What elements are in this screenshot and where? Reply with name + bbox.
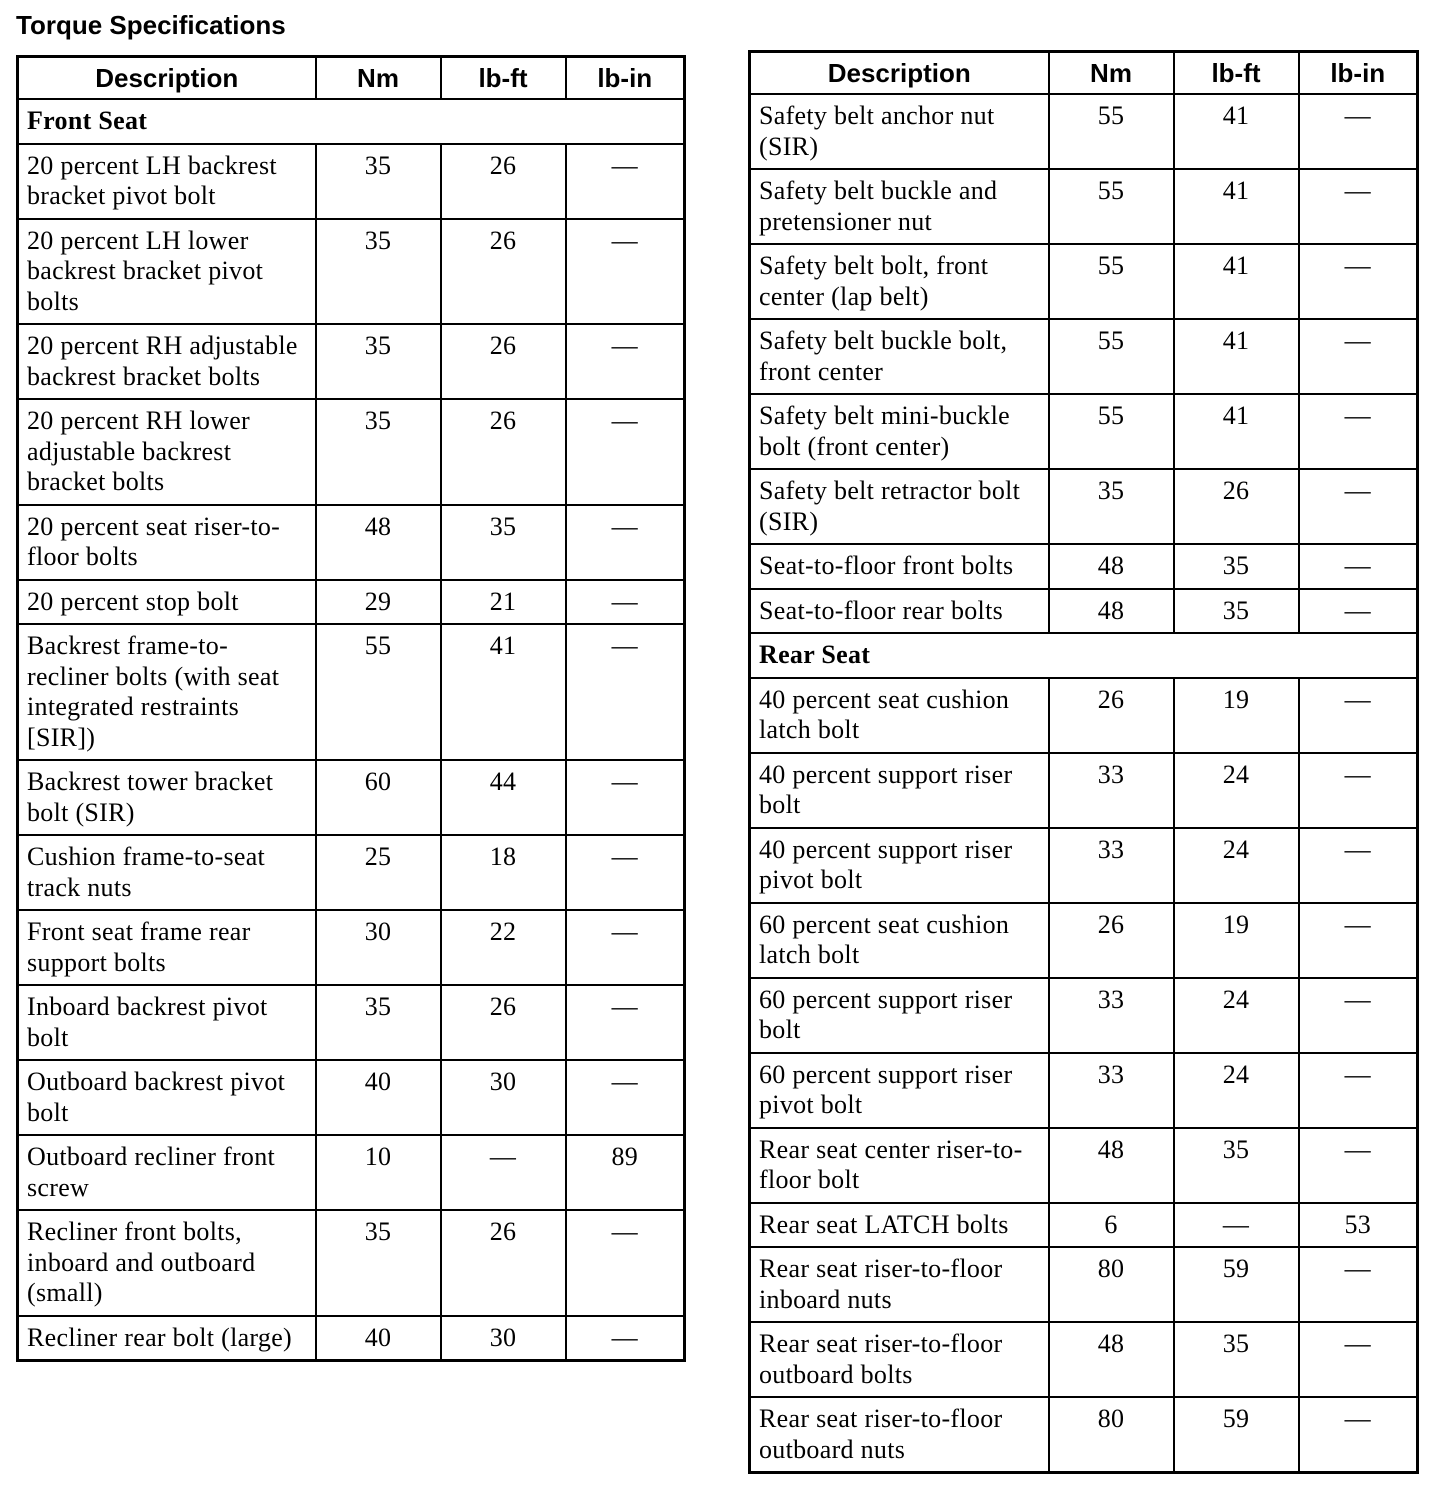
cell-nm: 25 [316, 835, 441, 910]
cell-lbin: 89 [566, 1135, 685, 1210]
cell-description: 40 percent support riser bolt [750, 753, 1049, 828]
cell-nm: 55 [1049, 244, 1174, 319]
cell-description: Cushion frame-to-seat track nuts [18, 835, 316, 910]
cell-lbft: 41 [441, 624, 566, 760]
cell-nm: 48 [1049, 1322, 1174, 1397]
table-row [750, 244, 1418, 319]
cell-description: 20 percent stop bolt [18, 580, 316, 625]
header-lbft: lb-ft [441, 57, 566, 100]
cell-description: Rear seat riser-to-floor outboard bolts [750, 1322, 1049, 1397]
header-nm: Nm [1049, 52, 1174, 95]
cell-description: Safety belt retractor bolt (SIR) [750, 469, 1049, 544]
table-row [18, 835, 685, 910]
cell-nm: 48 [1049, 544, 1174, 589]
cell-lbin: — [1299, 1128, 1418, 1203]
cell-description: Seat-to-floor front bolts [750, 544, 1049, 589]
cell-lbin: — [566, 624, 685, 760]
cell-description: 20 percent LH lower backrest bracket pivot bolts [18, 219, 316, 325]
cell-description: Safety belt buckle bolt, front center [750, 319, 1049, 394]
cell-description: Front seat frame rear support bolts [18, 910, 316, 985]
table-row [750, 1397, 1418, 1473]
cell-nm: 55 [1049, 319, 1174, 394]
cell-description: Seat-to-floor rear bolts [750, 589, 1049, 634]
table-row [750, 1247, 1418, 1322]
table-row [750, 1128, 1418, 1203]
cell-description: 60 percent seat cushion latch bolt [750, 903, 1049, 978]
cell-lbft: 41 [1174, 394, 1299, 469]
cell-description: Rear seat riser-to-floor outboard nuts [750, 1397, 1049, 1473]
cell-nm: 35 [316, 985, 441, 1060]
cell-lbin: 53 [1299, 1203, 1418, 1248]
table-row [750, 394, 1418, 469]
cell-nm: 33 [1049, 753, 1174, 828]
cell-lbin: — [1299, 319, 1418, 394]
cell-lbft: 24 [1174, 978, 1299, 1053]
cell-description: Inboard backrest pivot bolt [18, 985, 316, 1060]
cell-description: Safety belt anchor nut (SIR) [750, 94, 1049, 169]
cell-lbft: 26 [441, 324, 566, 399]
cell-nm: 48 [316, 505, 441, 580]
cell-nm: 33 [1049, 978, 1174, 1053]
cell-nm: 55 [1049, 394, 1174, 469]
cell-nm: 26 [1049, 903, 1174, 978]
cell-lbft: 44 [441, 760, 566, 835]
cell-lbin: — [566, 910, 685, 985]
cell-lbft: 59 [1174, 1397, 1299, 1473]
cell-lbin: — [1299, 169, 1418, 244]
cell-description: 20 percent RH lower adjustable backrest bracket bolts [18, 399, 316, 505]
table-row [750, 169, 1418, 244]
cell-lbin: — [1299, 394, 1418, 469]
cell-nm: 26 [1049, 678, 1174, 753]
table-row [750, 319, 1418, 394]
table-row [18, 144, 685, 219]
header-lbin: lb-in [566, 57, 685, 100]
cell-lbin: — [1299, 589, 1418, 634]
cell-nm: 33 [1049, 1053, 1174, 1128]
cell-description: Rear seat LATCH bolts [750, 1203, 1049, 1248]
cell-lbin: — [566, 399, 685, 505]
cell-lbin: — [566, 144, 685, 219]
cell-lbft: 35 [1174, 1128, 1299, 1203]
cell-nm: 40 [316, 1316, 441, 1361]
cell-lbft: 26 [441, 985, 566, 1060]
cell-lbin: — [1299, 678, 1418, 753]
cell-nm: 33 [1049, 828, 1174, 903]
cell-lbin: — [1299, 1397, 1418, 1473]
table-row [750, 678, 1418, 753]
cell-lbin: — [1299, 94, 1418, 169]
table-row [18, 324, 685, 399]
cell-lbft: 41 [1174, 94, 1299, 169]
cell-lbin: — [1299, 978, 1418, 1053]
table-row [18, 1316, 685, 1361]
cell-lbft: 26 [441, 219, 566, 325]
cell-lbft: 24 [1174, 1053, 1299, 1128]
section-heading-front-seat: Front Seat [18, 99, 685, 144]
table-row [18, 760, 685, 835]
cell-lbin: — [1299, 244, 1418, 319]
table-row [750, 1322, 1418, 1397]
cell-lbft: 26 [441, 1210, 566, 1316]
header-row [750, 52, 1418, 95]
cell-description: Safety belt buckle and pretensioner nut [750, 169, 1049, 244]
table-row [750, 753, 1418, 828]
header-lbft: lb-ft [1174, 52, 1299, 95]
cell-lbin: — [566, 219, 685, 325]
header-description: Description [750, 52, 1049, 95]
cell-nm: 30 [316, 910, 441, 985]
table-row [750, 903, 1418, 978]
cell-nm: 40 [316, 1060, 441, 1135]
cell-lbft: 41 [1174, 169, 1299, 244]
cell-lbft: 41 [1174, 244, 1299, 319]
cell-description: 20 percent RH adjustable backrest bracket bolts [18, 324, 316, 399]
header-row [18, 57, 685, 100]
section-row [18, 99, 685, 144]
cell-description: Outboard recliner front screw [18, 1135, 316, 1210]
cell-nm: 35 [316, 144, 441, 219]
section-row [750, 633, 1418, 678]
torque-table-left [16, 55, 686, 1362]
page-title: Torque Specifications [16, 10, 286, 40]
cell-lbin: — [566, 580, 685, 625]
cell-lbin: — [566, 1316, 685, 1361]
cell-lbin: — [566, 1210, 685, 1316]
cell-lbft: 19 [1174, 903, 1299, 978]
cell-nm: 29 [316, 580, 441, 625]
table-row [750, 94, 1418, 169]
cell-nm: 35 [316, 399, 441, 505]
cell-lbft: 35 [1174, 589, 1299, 634]
cell-description: Safety belt mini-buckle bolt (front center) [750, 394, 1049, 469]
cell-lbin: — [1299, 1053, 1418, 1128]
header-nm: Nm [316, 57, 441, 100]
cell-description: Rear seat center riser-to-floor bolt [750, 1128, 1049, 1203]
cell-nm: 55 [316, 624, 441, 760]
cell-nm: 10 [316, 1135, 441, 1210]
cell-description: Backrest frame-to-recliner bolts (with seat integrated restraints [SIR]) [18, 624, 316, 760]
table-row [18, 580, 685, 625]
table-row [18, 624, 685, 760]
cell-nm: 35 [316, 324, 441, 399]
cell-lbin: — [566, 1060, 685, 1135]
table-row [18, 910, 685, 985]
cell-lbft: 26 [441, 144, 566, 219]
cell-lbft: 30 [441, 1060, 566, 1135]
header-description: Description [18, 57, 316, 100]
cell-lbin: — [1299, 1247, 1418, 1322]
cell-description: Backrest tower bracket bolt (SIR) [18, 760, 316, 835]
cell-lbft: 21 [441, 580, 566, 625]
cell-lbft: 26 [441, 399, 566, 505]
cell-lbft: 22 [441, 910, 566, 985]
table-row [18, 1135, 685, 1210]
cell-lbft: 41 [1174, 319, 1299, 394]
cell-lbft: 26 [1174, 469, 1299, 544]
cell-lbft: 19 [1174, 678, 1299, 753]
header-lbin: lb-in [1299, 52, 1418, 95]
table-row [18, 399, 685, 505]
cell-lbft: 35 [1174, 544, 1299, 589]
table-row [750, 589, 1418, 634]
cell-description: 60 percent support riser pivot bolt [750, 1053, 1049, 1128]
cell-nm: 60 [316, 760, 441, 835]
table-row [18, 219, 685, 325]
cell-lbin: — [1299, 903, 1418, 978]
table-row [18, 985, 685, 1060]
cell-lbin: — [566, 835, 685, 910]
table-row [18, 1210, 685, 1316]
cell-lbin: — [566, 760, 685, 835]
cell-lbft: — [441, 1135, 566, 1210]
cell-lbft: 35 [1174, 1322, 1299, 1397]
cell-nm: 55 [1049, 94, 1174, 169]
table-row [18, 505, 685, 580]
cell-description: 40 percent seat cushion latch bolt [750, 678, 1049, 753]
cell-lbin: — [1299, 828, 1418, 903]
cell-nm: 35 [1049, 469, 1174, 544]
cell-lbft: 30 [441, 1316, 566, 1361]
cell-description: Safety belt bolt, front center (lap belt) [750, 244, 1049, 319]
table-row [750, 1053, 1418, 1128]
section-heading-rear-seat: Rear Seat [750, 633, 1418, 678]
table-row [750, 469, 1418, 544]
cell-description: 60 percent support riser bolt [750, 978, 1049, 1053]
cell-lbin: — [566, 505, 685, 580]
cell-nm: 35 [316, 219, 441, 325]
cell-nm: 48 [1049, 1128, 1174, 1203]
cell-lbft: — [1174, 1203, 1299, 1248]
table-row [18, 1060, 685, 1135]
cell-nm: 55 [1049, 169, 1174, 244]
cell-lbft: 18 [441, 835, 566, 910]
cell-lbin: — [1299, 469, 1418, 544]
cell-lbft: 35 [441, 505, 566, 580]
torque-table-right [748, 50, 1419, 1474]
table-row [750, 978, 1418, 1053]
cell-nm: 35 [316, 1210, 441, 1316]
cell-lbin: — [1299, 753, 1418, 828]
cell-lbin: — [566, 324, 685, 399]
cell-description: Outboard backrest pivot bolt [18, 1060, 316, 1135]
cell-lbft: 24 [1174, 753, 1299, 828]
cell-description: Recliner front bolts, inboard and outboard (small) [18, 1210, 316, 1316]
cell-nm: 80 [1049, 1397, 1174, 1473]
cell-description: Rear seat riser-to-floor inboard nuts [750, 1247, 1049, 1322]
table-row [750, 828, 1418, 903]
cell-lbft: 24 [1174, 828, 1299, 903]
cell-description: 40 percent support riser pivot bolt [750, 828, 1049, 903]
table-row [750, 544, 1418, 589]
cell-lbft: 59 [1174, 1247, 1299, 1322]
table-row [750, 1203, 1418, 1248]
cell-lbin: — [1299, 544, 1418, 589]
cell-description: 20 percent seat riser-to-floor bolts [18, 505, 316, 580]
cell-nm: 48 [1049, 589, 1174, 634]
cell-lbin: — [566, 985, 685, 1060]
cell-nm: 80 [1049, 1247, 1174, 1322]
cell-nm: 6 [1049, 1203, 1174, 1248]
cell-description: 20 percent LH backrest bracket pivot bolt [18, 144, 316, 219]
cell-description: Recliner rear bolt (large) [18, 1316, 316, 1361]
cell-lbin: — [1299, 1322, 1418, 1397]
